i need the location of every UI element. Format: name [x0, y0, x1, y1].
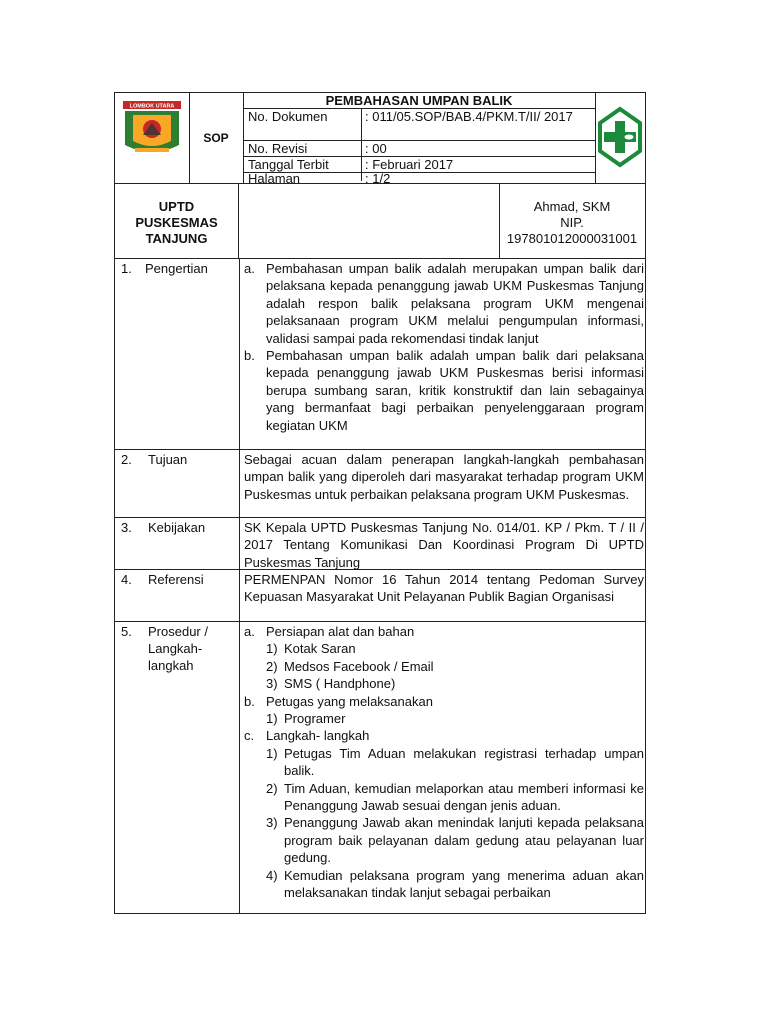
- list-marker: b.: [244, 693, 255, 709]
- header-meta-block: [243, 93, 596, 186]
- section-referensi: [114, 570, 646, 622]
- unit-name-line: UPTD: [158, 199, 195, 214]
- sub-text: Medsos Facebook / Email: [284, 658, 434, 674]
- document-title: PEMBAHASAN UMPAN BALIK: [243, 93, 595, 109]
- signer-nip: 197801012000031001: [506, 231, 638, 246]
- sub-text: Petugas Tim Aduan melakukan registrasi terhadap umpan balik.: [284, 745, 644, 779]
- section-label: Pengertian: [145, 261, 208, 276]
- section-prosedur: [114, 622, 646, 914]
- sub-marker: 1): [266, 641, 278, 657]
- signature-blank: [239, 184, 500, 258]
- signer-block: [499, 184, 645, 258]
- list-item: [244, 260, 644, 347]
- section-content: SK Kepala UPTD Puskesmas Tanjung No. 014/01. KP / Pkm. T / II / 2017 Tentang Komunikasi Dan Koordinasi Program Di UPTD Puskesmas Tanjung: [244, 520, 644, 570]
- list-marker: a.: [244, 624, 255, 639]
- sub-item: [244, 814, 644, 866]
- sub-item: [244, 867, 644, 902]
- section-number: 1.: [121, 261, 132, 276]
- sub-text: SMS ( Handphone): [284, 676, 396, 692]
- sub-marker: 3): [266, 815, 278, 831]
- meta-key: No. Dokumen: [248, 109, 328, 124]
- meta-key: Halaman: [248, 171, 301, 186]
- list-item: [244, 693, 644, 710]
- sub-item: [244, 658, 644, 675]
- list-marker: a.: [244, 261, 255, 276]
- sub-marker: 4): [266, 867, 278, 883]
- section-label: Tujuan: [148, 452, 188, 467]
- sub-item: [244, 640, 644, 657]
- section-kebijakan: [114, 518, 646, 570]
- logo-cell: [115, 93, 190, 183]
- section-label: Kebijakan: [148, 520, 206, 535]
- document-header: [114, 92, 646, 184]
- meta-row-halaman: [243, 171, 595, 186]
- meta-key: Tanggal Terbit: [248, 157, 329, 172]
- section-pengertian: [114, 259, 646, 450]
- sub-text: Tim Aduan, kemudian melaporkan atau memberi informasi ke Penanggung Jawab sesuai dengan jenis aduan.: [284, 780, 644, 814]
- logo-text: LOMBOK UTARA: [129, 103, 175, 110]
- section-number: 3.: [121, 520, 132, 535]
- section-number: 4.: [121, 572, 132, 587]
- signer-name: Ahmad, SKM: [533, 199, 611, 214]
- meta-row-revisi: [243, 141, 595, 157]
- section-number: 2.: [121, 452, 132, 467]
- sub-marker: 1): [266, 711, 278, 727]
- list-marker: b.: [244, 348, 255, 364]
- puskesmas-logo-cell: [595, 93, 645, 183]
- list-text: Petugas yang melaksanakan: [266, 693, 433, 709]
- meta-value: : Februari 2017: [361, 157, 595, 172]
- unit-row: [114, 184, 646, 259]
- sub-item: [244, 780, 644, 815]
- sub-marker: 3): [266, 676, 278, 692]
- meta-value: : 00: [361, 141, 595, 156]
- lombok-utara-logo: [115, 93, 189, 183]
- section-content: [244, 260, 644, 434]
- meta-key: No. Revisi: [248, 141, 308, 156]
- list-item: [244, 623, 644, 640]
- sub-text: Kotak Saran: [284, 641, 356, 657]
- meta-value: : 1/2: [361, 171, 595, 181]
- sub-item: [244, 710, 644, 727]
- unit-name-line: TANJUNG: [145, 231, 208, 246]
- meta-row-dokumen: [243, 109, 595, 141]
- unit-name-line: PUSKESMAS: [135, 215, 218, 230]
- list-item: [244, 347, 644, 434]
- list-text: Langkah- langkah: [266, 728, 370, 744]
- section-content: [244, 623, 644, 902]
- sub-text: Programer: [284, 711, 346, 727]
- section-tujuan: [114, 450, 646, 518]
- sub-text: Penanggung Jawab akan menindak lanjuti kepada pelaksana program baik pelayanan dalam gedung atau pelayanan luar gedung.: [284, 815, 644, 866]
- list-text: Persiapan alat dan bahan: [266, 624, 415, 639]
- sub-text: Kemudian pelaksana program yang menerima aduan akan melaksanakan tindak lanjut sebagai perbaikan: [284, 867, 644, 901]
- list-item: [244, 727, 644, 744]
- list-text: Pembahasan umpan balik adalah umpan balik dari pelaksana kepada penanggung jawab UKM Puskesmas berisi informasi berupa sumbang saran, kritik konstruktif dan lain sebagainya yang bermanfaat bagi perbaikan penyelenggaraan program kegiatan UKM: [266, 348, 644, 433]
- sub-marker: 2): [266, 658, 278, 674]
- list-text: Pembahasan umpan balik adalah merupakan umpan balik dari pelaksana kepada penanggung jawab UKM Puskesmas Tanjung adalah respon balik pelaksana program UKM mengenai pelaksanaan program UKM melalui pengumpulan informasi, validasi sampai pada rekomendasi tindak lanjut: [266, 261, 644, 346]
- list-marker: c.: [244, 728, 255, 744]
- meta-value: : 011/05.SOP/BAB.4/PKM.T/II/ 2017: [361, 109, 595, 140]
- section-number: 5.: [121, 624, 132, 639]
- section-label: Referensi: [148, 572, 204, 587]
- unit-name: [115, 184, 239, 258]
- section-label: Prosedur / Langkah-langkah: [148, 624, 208, 673]
- sub-marker: 2): [266, 780, 278, 796]
- sub-item: [244, 745, 644, 780]
- section-content: PERMENPAN Nomor 16 Tahun 2014 tentang Pedoman Survey Kepuasan Masyarakat Unit Pelayanan Publik Bagian Organisasi: [244, 572, 644, 605]
- signer-nip-label: NIP.: [560, 215, 584, 230]
- sub-item: [244, 675, 644, 692]
- sub-marker: 1): [266, 745, 278, 761]
- sop-label: SOP: [189, 93, 244, 183]
- section-content: Sebagai acuan dalam penerapan langkah-langkah pembahasan umpan balik yang diperoleh dari masyarakat terhadap program UKM Puskesmas untuk perbaikan pelaksana program UKM Puskesmas.: [244, 452, 644, 502]
- puskesmas-logo: [595, 93, 645, 183]
